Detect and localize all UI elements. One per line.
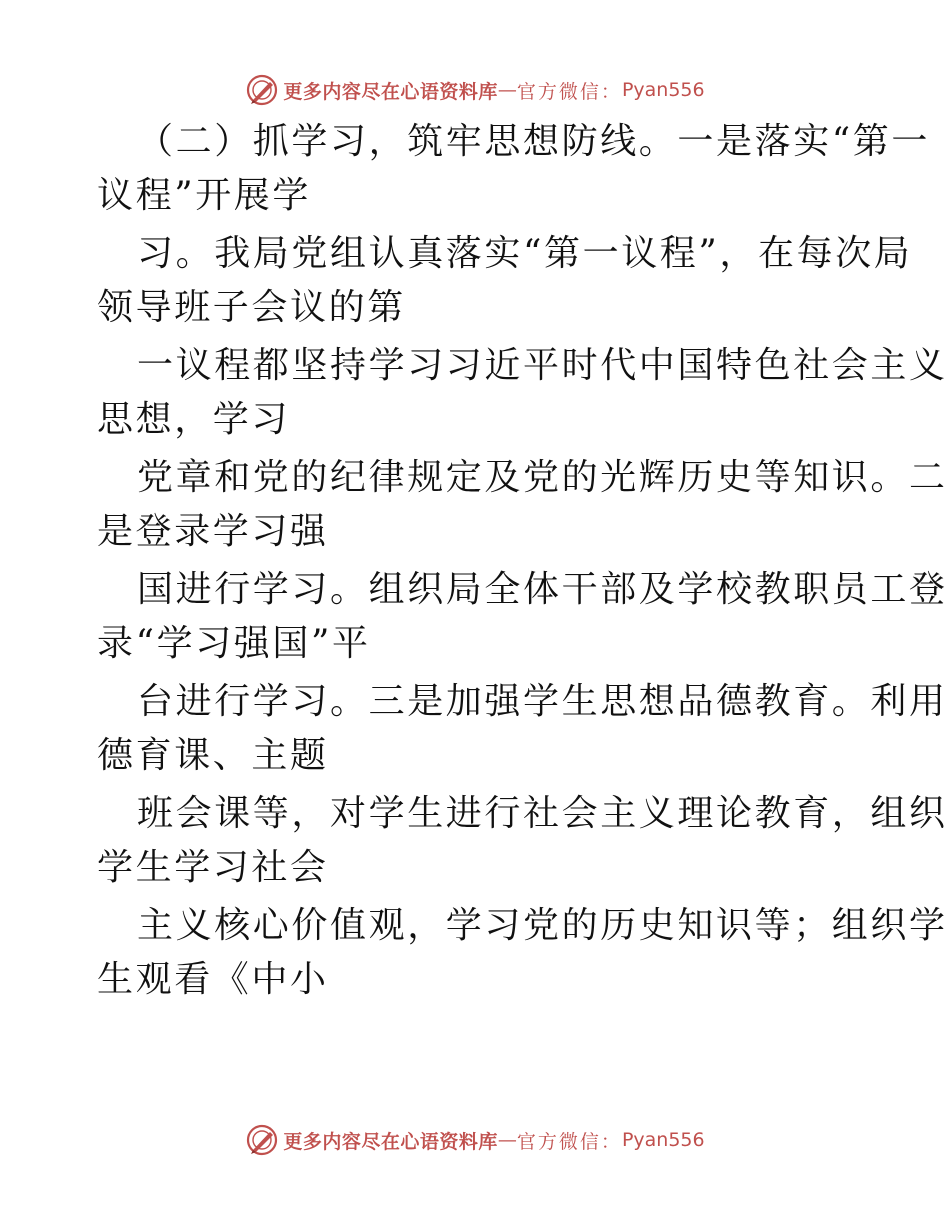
body-line-9: 国进行学习。组织局全体干部及学校教职员工登 [137,569,948,610]
body-line-13: 班会课等，对学生进行社会主义理论教育，组织 [137,793,948,834]
body-line-5: 一议程都坚持学习习近平时代中国特色社会主义 [137,345,948,386]
body-line-11: 台进行学习。三是加强学生思想品德教育。利用 [137,681,948,722]
body-line-10: 录“学习强国”平 [97,623,371,664]
pen-logo-icon [245,73,279,107]
body-line-3: 习。我局党组认真落实“第一议程”，在每次局 [137,233,913,274]
header-dash: — [497,79,517,101]
body-line-7: 党章和党的纪律规定及党的光辉历史等知识。二 [137,457,948,498]
document-body [97,121,948,1000]
header-brand-text: 更多内容尽在心语资料库 [283,80,498,103]
body-line-6: 思想，学习 [97,399,291,440]
body-line-4: 领导班子会议的第 [97,287,406,328]
body-line-8: 是登录学习强 [97,511,329,552]
body-line-1: （二）抓学习，筑牢思想防线。一是落实“第一 [137,121,931,162]
pen-logo-icon [245,1123,279,1157]
body-line-12: 德育课、主题 [97,735,329,776]
body-line-16: 生观看《中小 [97,959,329,1000]
header-watermark [0,70,950,110]
footer-wechat-id: Pyan556 [621,1129,705,1151]
body-line-2: 议程”开展学 [97,175,312,216]
body-line-14: 学生学习社会 [97,847,329,888]
footer-watermark [0,1120,950,1160]
footer-wechat-label: 官方微信： [516,1130,622,1153]
body-line-15: 主义核心价值观，学习党的历史知识等；组织学 [137,905,948,946]
footer-dash: — [497,1129,517,1151]
header-wechat-label: 官方微信： [516,80,622,103]
footer-brand-text: 更多内容尽在心语资料库 [283,1130,498,1153]
header-wechat-id: Pyan556 [621,79,705,101]
